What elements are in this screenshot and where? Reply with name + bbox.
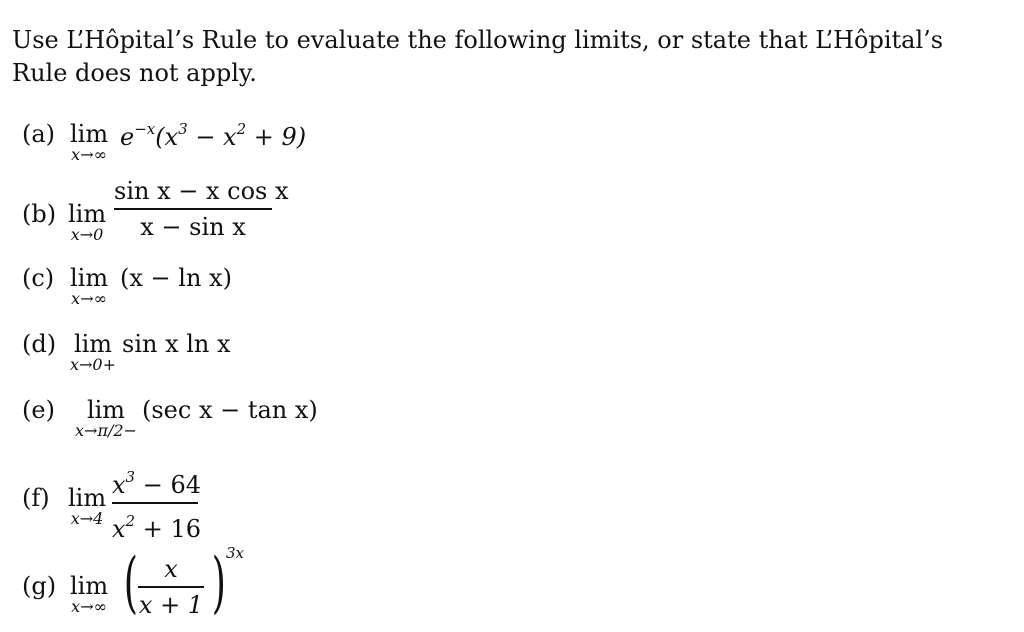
- limit-expression: sin x ln x: [122, 330, 231, 358]
- fraction-bar: [112, 502, 198, 504]
- problem-instructions: Use L’Hôpital’s Rule to evaluate the following limits, or state that L’Hôpital’s Rule does not apply.: [12, 26, 944, 87]
- problem-label: (c): [22, 264, 55, 292]
- limit-subscript: x→∞: [71, 597, 107, 616]
- fraction: [112, 462, 201, 544]
- fraction-denominator: x − sin x: [140, 212, 246, 241]
- problem-label: (a): [22, 120, 56, 148]
- fraction-denominator: x + 1: [138, 590, 204, 619]
- limit-subscript: x→∞: [71, 145, 107, 164]
- fraction-denominator: $x^2 + 16$: [112, 511, 201, 543]
- limit-operator: lim x→π/2−: [70, 398, 142, 440]
- fraction-numerator: sin x − x cos x: [114, 177, 289, 205]
- limit-operator: lim x→∞: [70, 120, 109, 164]
- limit-operator: lim x→4: [68, 484, 107, 528]
- limit-operator: lim x→∞: [70, 264, 109, 308]
- fraction-bar: [138, 586, 204, 588]
- limit-operator: lim x→0: [68, 200, 107, 244]
- limit-operator: lim x→∞: [70, 572, 109, 616]
- limit-subscript: x→0+: [70, 355, 117, 374]
- problem-label: (g): [22, 572, 57, 600]
- fraction: [138, 554, 204, 620]
- left-parenthesis: (: [123, 544, 138, 621]
- limit-subscript: x→∞: [71, 289, 107, 308]
- problem-label: (d): [22, 330, 57, 358]
- limit-expression: $e^{-x}(x^3 - x^2 + 9)$: [120, 120, 307, 151]
- problem-label: (b): [22, 200, 57, 228]
- limit-expression: (x − ln x): [120, 264, 232, 292]
- problem-label: (e): [22, 396, 55, 424]
- limit-operator: lim x→0+: [70, 330, 117, 374]
- right-parenthesis: ): [211, 544, 226, 621]
- fraction-bar: [114, 208, 272, 210]
- fraction-numerator: x: [164, 555, 178, 583]
- limit-subscript: x→π/2−: [75, 421, 137, 440]
- limit-subscript: x→4: [70, 509, 104, 528]
- fraction-numerator: $x^3 - 64$: [112, 468, 201, 499]
- limit-expression: (sec x − tan x): [142, 396, 318, 424]
- exponent: 3x: [226, 544, 245, 562]
- fraction: [114, 176, 289, 242]
- problem-label: (f): [22, 484, 50, 512]
- limit-subscript: x→0: [70, 225, 104, 244]
